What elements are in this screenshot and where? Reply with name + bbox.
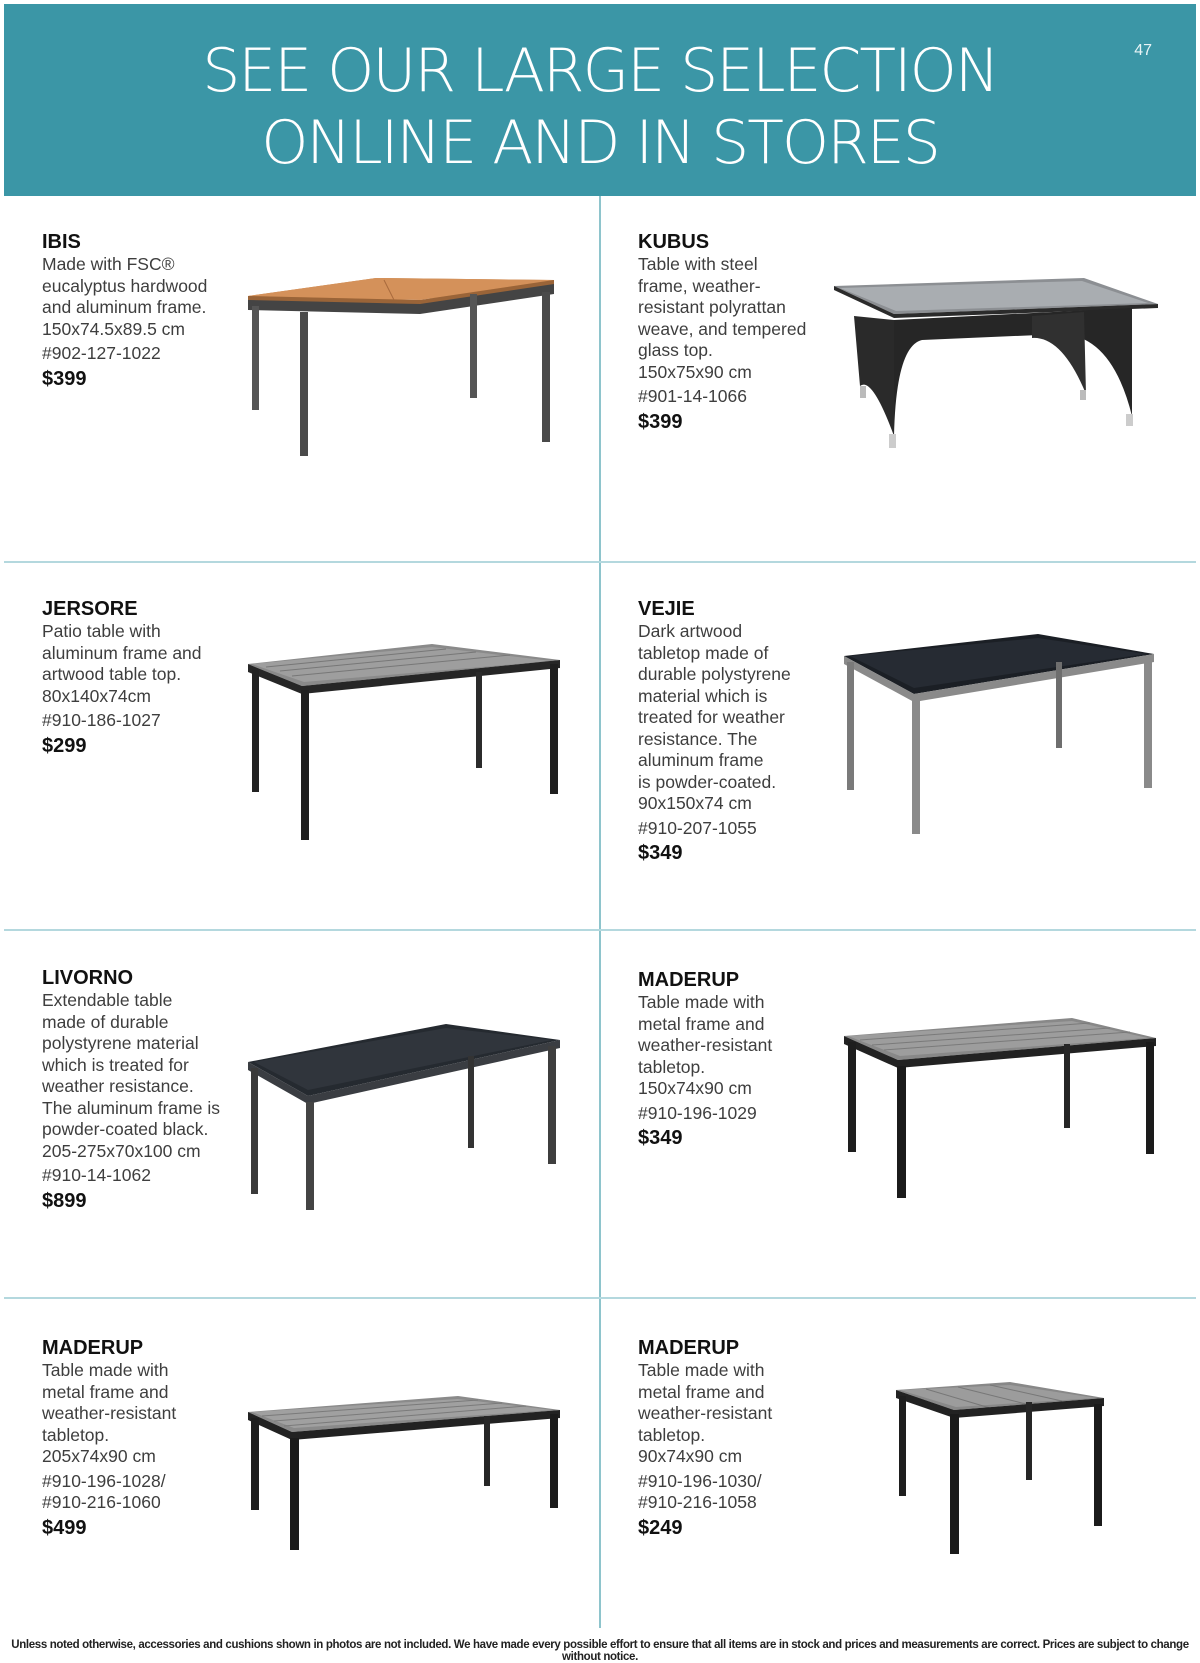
dark-table-icon — [842, 632, 1162, 837]
product-description: Made with FSC® eucalyptus hardwood and aluminum frame. — [42, 254, 208, 317]
rattan-glass-table-icon — [832, 276, 1162, 471]
slat-table-icon — [246, 642, 566, 842]
product-card-maderup-90[interactable] — [638, 1336, 838, 1540]
product-description: Table made with metal frame and weather-resistant tabletop. — [638, 1360, 773, 1445]
product-sku: #910-196-1029 — [638, 1102, 757, 1123]
product-description: Table made with metal frame and weather-resistant tabletop. — [42, 1360, 177, 1445]
row-divider — [4, 929, 1196, 931]
product-name: JERSORE — [42, 598, 138, 620]
product-card-livorno[interactable] — [42, 966, 252, 1213]
product-sku: #902-127-1022 — [42, 343, 161, 363]
banner-title-line1: SEE OUR LARGE SELECTION — [202, 36, 998, 106]
product-price: $249 — [638, 1516, 683, 1539]
product-price: $349 — [638, 842, 683, 864]
row-divider — [4, 1297, 1196, 1299]
product-sku: #910-196-1028/ #910-216-1060 — [42, 1470, 166, 1512]
product-card-maderup-205[interactable] — [42, 1336, 242, 1540]
product-description: Table with steel frame, weather- resistant polyrattan weave, and tempered glass top. — [638, 254, 807, 360]
product-description: Table made with metal frame and weather-resistant tabletop. — [638, 992, 773, 1077]
page-number: 47 — [1134, 42, 1152, 59]
long-slat-table-icon — [246, 1394, 566, 1554]
product-name: VEJIE — [638, 598, 695, 620]
product-card-vejie[interactable] — [638, 597, 838, 865]
banner-title-line2: ONLINE AND IN STORES — [261, 108, 939, 178]
product-dimensions: 150x74.5x89.5 cm — [42, 318, 186, 339]
product-name: IBIS — [42, 231, 81, 253]
footer-disclaimer: Unless noted otherwise, accessories and cushions shown in photos are not included. We have made every possible effort to ensure that all items are in stock and prices and measurements are correct. Prices are subject to change without notice. — [11, 1639, 1189, 1663]
product-dimensions: 90x150x74 cm — [638, 793, 752, 813]
header-banner — [4, 4, 1196, 196]
slat-table-icon — [842, 1016, 1162, 1201]
product-price: $399 — [638, 410, 683, 433]
product-dimensions: 90x74x90 cm — [638, 1446, 743, 1466]
extendable-table-icon — [246, 1022, 566, 1212]
product-name: MADERUP — [638, 969, 740, 991]
wood-table-icon — [244, 270, 564, 460]
product-price: $349 — [638, 1127, 683, 1149]
product-card-maderup-150[interactable] — [638, 968, 838, 1150]
product-dimensions: 150x74x90 cm — [638, 1078, 752, 1098]
product-price: $299 — [42, 734, 87, 757]
product-card-ibis[interactable] — [42, 230, 242, 391]
product-dimensions: 205-275x70x100 cm — [42, 1140, 201, 1161]
product-dimensions: 150x75x90 cm — [638, 361, 752, 382]
product-sku: #901-14-1066 — [638, 386, 747, 406]
product-name: LIVORNO — [42, 967, 134, 989]
product-sku: #910-14-1062 — [42, 1165, 151, 1185]
product-dimensions: 80x140x74cm — [42, 685, 151, 706]
product-name: KUBUS — [638, 231, 710, 253]
product-description: Extendable table made of durable polystyrene material which is treated for weather resistance. The aluminum frame is powder-coated black. — [42, 990, 220, 1139]
product-dimensions: 205x74x90 cm — [42, 1446, 156, 1466]
product-price: $399 — [42, 367, 87, 390]
product-sku: #910-207-1055 — [638, 817, 757, 838]
product-description: Dark artwood tabletop made of durable polystyrene material which is treated for weather resistance. The aluminum frame is powder-coated. — [638, 621, 791, 792]
product-description: Patio table with aluminum frame and artwood table top. — [42, 621, 202, 684]
product-card-kubus[interactable] — [638, 230, 838, 434]
product-name: MADERUP — [638, 1337, 740, 1359]
product-card-jersore[interactable] — [42, 597, 242, 758]
column-divider — [599, 196, 601, 1628]
row-divider — [4, 561, 1196, 563]
square-slat-table-icon — [894, 1380, 1108, 1556]
product-price: $899 — [42, 1189, 87, 1212]
product-sku: #910-186-1027 — [42, 710, 161, 730]
product-price: $499 — [42, 1516, 87, 1539]
product-name: MADERUP — [42, 1337, 144, 1359]
product-sku: #910-196-1030/ #910-216-1058 — [638, 1470, 762, 1512]
